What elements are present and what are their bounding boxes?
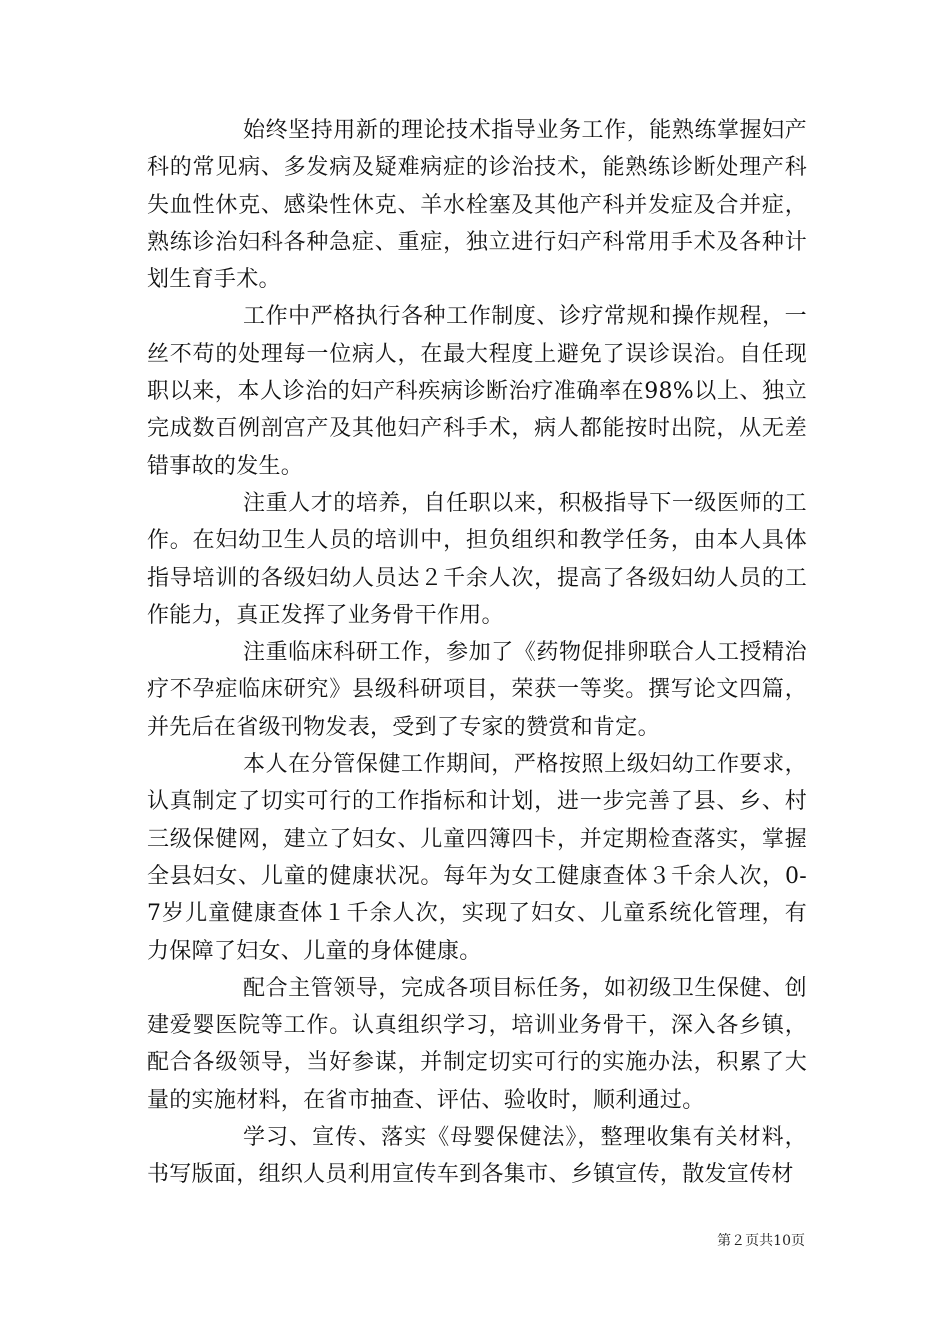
paragraph-6: 配合主管领导，完成各项目标任务，如初级卫生保健、创建爱婴医院等工作。认真组织学习，培训业务骨干，深入各乡镇，配合各级领导，当好参谋，并制定切实可行的实施办法，积累了大量的实施材料，在省市抽查、评估、验收时，顺利通过。 [147, 975, 807, 1113]
paragraph-7: 学习、宣传、落实《母婴保健法》，整理收集有关材料，书写版面，组织人员利用宣传车到各集市、乡镇宣传，散发宣传材 [147, 1125, 807, 1188]
page-number-footer: 第２页共10页 [717, 1233, 805, 1249]
paragraph-2: 工作中严格执行各种工作制度、诊疗常规和操作规程，一丝不苟的处理每一位病人，在最大程度上避免了误诊误治。自任现职以来，本人诊治的妇产科疾病诊断治疗准确率在98%以上、独立完成数百例剖宫产及其他妇产科手术，病人都能按时出院，从无差错事故的发生。 [147, 304, 807, 479]
paragraph-5: 本人在分管保健工作期间，严格按照上级妇幼工作要求，认真制定了切实可行的工作指标和计划，进一步完善了县、乡、村三级保健网，建立了妇女、儿童四簿四卡，并定期检查落实，掌握全县妇女、儿童的健康状况。每年为女工健康查体３千余人次，0-7岁儿童健康查体１千余人次，实现了妇女、儿童系统化管理，有力保障了妇女、儿童的身体健康。 [147, 752, 807, 964]
paragraph-1: 始终坚持用新的理论技术指导业务工作，能熟练掌握妇产科的常见病、多发病及疑难病症的诊治技术，能熟练诊断处理产科失血性休克、感染性休克、羊水栓塞及其他产科并发症及合并症，熟练诊治妇科各种急症、重症，独立进行妇产科常用手术及各种计划生育手术。 [147, 118, 807, 293]
paragraph-3: 注重人才的培养，自任职以来，积极指导下一级医师的工作。在妇幼卫生人员的培训中，担负组织和教学任务，由本人具体指导培训的各级妇幼人员达２千余人次，提高了各级妇幼人员的工作能力，真正发挥了业务骨干作用。 [147, 490, 807, 628]
paragraph-4: 注重临床科研工作，参加了《药物促排卵联合人工授精治疗不孕症临床研究》县级科研项目，荣获一等奖。撰写论文四篇，并先后在省级刊物发表，受到了专家的赞赏和肯定。 [147, 640, 807, 740]
document-body [147, 112, 807, 1194]
